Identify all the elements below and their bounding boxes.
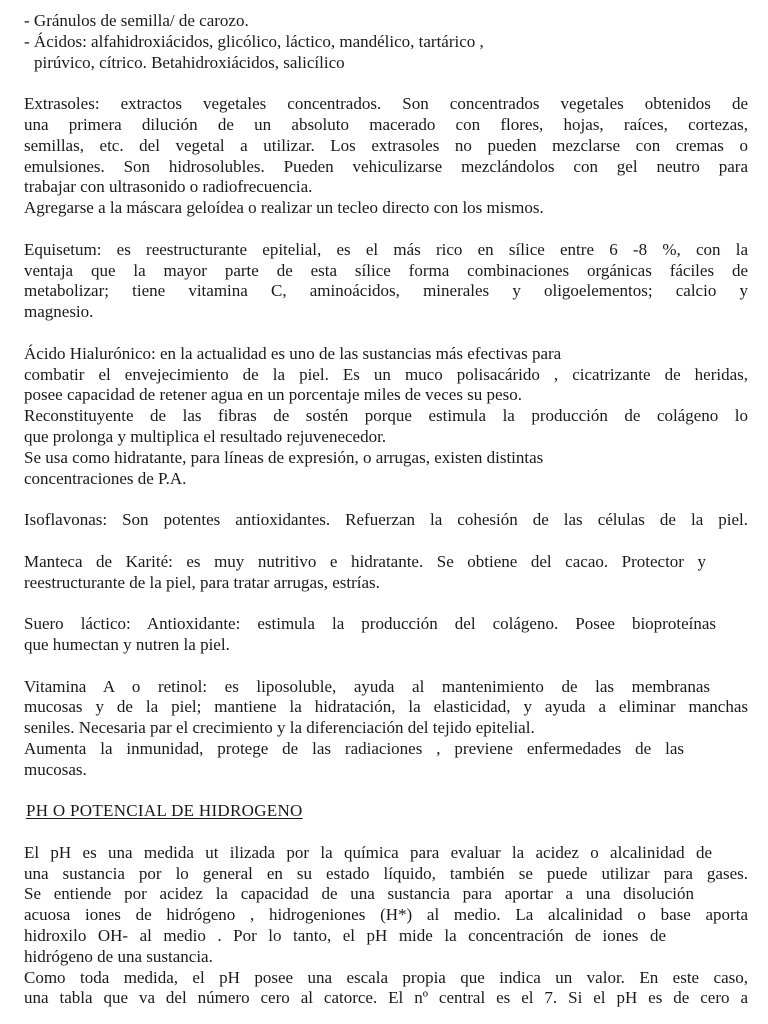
- paragraph-line: concentraciones de P.A.: [24, 468, 187, 488]
- paragraph-karite: [24, 552, 748, 594]
- paragraph-line: Reconstituyente de las fibras de sostén porque estimula la producción de colágeno lo: [24, 406, 748, 426]
- paragraph-line: emulsiones. Son hidrosolubles. Pueden vehiculizarse mezclándolos con gel neutro para: [24, 156, 748, 176]
- paragraph-line: acuosa iones de hidrógeno , hidrogeniones (H*) al medio. La alcalinidad o base aporta: [24, 905, 748, 925]
- paragraph-line: una tabla que va del número cero al catorce. El nº central es el 7. Si el pH es de cero a: [24, 988, 748, 1008]
- paragraph-line: hidroxilo OH- al medio . Por lo tanto, el pH mide la concentración de iones de: [24, 926, 666, 946]
- list-item: - Gránulos de semilla/ de carozo.: [24, 11, 249, 30]
- exfoliant-list: [24, 11, 748, 73]
- paragraph-line: que humectan y nutren la piel.: [24, 634, 230, 654]
- paragraph-line: una primera dilución de un absoluto macerado con flores, hojas, raíces, cortezas,: [24, 114, 748, 134]
- paragraph-line: Agregarse a la máscara geloídea o realizar un tecleo directo con los mismos.: [24, 198, 544, 218]
- paragraph-line: Se usa como hidratante, para líneas de expresión, o arrugas, existen distintas: [24, 447, 544, 467]
- paragraph-isoflavonas: [24, 510, 748, 531]
- paragraph-line: hidrógeno de una sustancia.: [24, 946, 213, 966]
- paragraph-line: Vitamina A o retinol: es liposoluble, ayuda al mantenimiento de las membranas: [24, 676, 710, 696]
- paragraph-line: Extrasoles: extractos vegetales concentrados. Son concentrados vegetales obtenidos de: [24, 94, 748, 114]
- paragraph-line: reestructurante de la piel, para tratar arrugas, estrías.: [24, 572, 380, 592]
- paragraph-line: seniles. Necesaria par el crecimiento y la diferenciación del tejido epitelial.: [24, 718, 535, 738]
- list-item: - Ácidos: alfahidroxiácidos, glicólico, láctico, mandélico, tartárico ,: [24, 31, 484, 51]
- paragraph-ph: [24, 843, 748, 1009]
- paragraph-line: mucosas.: [24, 759, 87, 779]
- paragraph-suero: [24, 614, 748, 656]
- paragraph-line: Aumenta la inmunidad, protege de las radiaciones , previene enfermedades de las: [24, 738, 684, 758]
- paragraph-line: posee capacidad de retener agua en un porcentaje miles de veces su peso.: [24, 385, 522, 405]
- paragraph-line: una sustancia por lo general en su estado líquido, también se puede utilizar para gases.: [24, 863, 748, 883]
- paragraph-line: magnesio.: [24, 302, 94, 322]
- paragraph-line: Se entiende por acidez la capacidad de una sustancia para aportar a una disolución: [24, 884, 694, 904]
- paragraph-line: combatir el envejecimiento de la piel. Es un muco polisacárido , cicatrizante de heridas,: [24, 364, 748, 384]
- document-page: [24, 11, 748, 1009]
- paragraph-line: Ácido Hialurónico: en la actualidad es uno de las sustancias más efectivas para: [24, 343, 562, 363]
- paragraph-line: Manteca de Karité: es muy nutritivo e hidratante. Se obtiene del cacao. Protector y: [24, 551, 706, 571]
- paragraph-line: Equisetum: es reestructurante epitelial, es el más rico en sílice entre 6 -8 %, con la: [24, 239, 748, 259]
- paragraph-line: Suero láctico: Antioxidante: estimula la producción del colágeno. Posee bioproteínas: [24, 614, 716, 634]
- paragraph-hialuronico: [24, 344, 748, 490]
- paragraph-line: El pH es una medida ut ilizada por la química para evaluar la acidez o alcalinidad de: [24, 842, 712, 862]
- paragraph-line: Como toda medida, el pH posee una escala propia que indica un valor. En este caso,: [24, 967, 748, 987]
- paragraph-line: trabajar con ultrasonido o radiofrecuencia.: [24, 177, 313, 197]
- paragraph-line: ventaja que la mayor parte de esta sílice forma combinaciones orgánicas fáciles de: [24, 260, 748, 280]
- paragraph-extrasoles: [24, 94, 748, 219]
- paragraph-line: semillas, etc. del vegetal a utilizar. Los extrasoles no pueden mezclarse con cremas o: [24, 135, 748, 155]
- list-item: pirúvico, cítrico. Betahidroxiácidos, salicílico: [34, 52, 345, 72]
- paragraph-line: mucosas y de la piel; mantiene la hidratación, la elasticidad, y ayuda a eliminar manchas: [24, 697, 748, 717]
- section-heading-ph: [24, 801, 748, 822]
- section-heading: PH O POTENCIAL DE HIDROGENO: [26, 801, 303, 821]
- paragraph-line: que prolonga y multiplica el resultado rejuvenecedor.: [24, 426, 387, 446]
- paragraph-equisetum: [24, 240, 748, 323]
- paragraph-line: Isoflavonas: Son potentes antioxidantes. Refuerzan la cohesión de las células de la piel.: [24, 510, 748, 530]
- paragraph-line: metabolizar; tiene vitamina C, aminoácidos, minerales y oligoelementos; calcio y: [24, 281, 748, 301]
- paragraph-vitamina-a: [24, 677, 748, 781]
